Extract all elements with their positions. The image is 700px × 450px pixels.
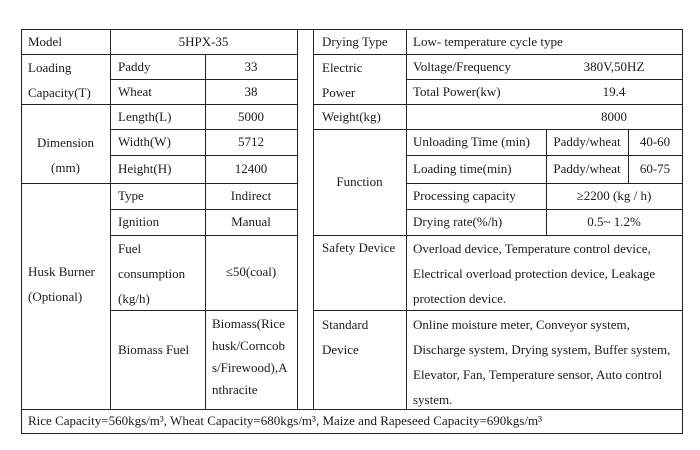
loading-time-label: Loading time(min) bbox=[413, 161, 512, 176]
height-value: 12400 bbox=[234, 161, 268, 176]
standard-device-label: Standard Device bbox=[322, 317, 369, 357]
fuel-consumption-label: Fuel consumption (kg/h) bbox=[118, 241, 186, 306]
electric-power-label: Electric Power bbox=[322, 60, 363, 100]
width-label: Width(W) bbox=[118, 134, 171, 149]
loading-grain: Paddy/wheat bbox=[553, 161, 621, 176]
function-label: Function bbox=[336, 174, 383, 189]
husk-burner-label: Husk Burner (Optional) bbox=[28, 264, 95, 304]
type-label: Type bbox=[118, 188, 144, 203]
voltage-value: 380V,50HZ bbox=[583, 59, 645, 74]
voltage-label: Voltage/Frequency bbox=[413, 59, 511, 74]
type-value: Indirect bbox=[230, 188, 272, 203]
drying-rate-label: Drying rate(%/h) bbox=[413, 214, 503, 229]
biomass-fuel-label: Biomass Fuel bbox=[118, 342, 190, 357]
processing-capacity-label: Processing capacity bbox=[413, 188, 516, 203]
loading-time-value: 60-75 bbox=[639, 161, 671, 176]
biomass-fuel-value: Biomass(Rice husk/Corncob s/Firewood),A nthracite bbox=[212, 316, 288, 397]
processing-capacity-value: ≥2200 (kg / h) bbox=[576, 188, 652, 203]
ignition-label: Ignition bbox=[118, 214, 160, 229]
drying-rate-value: 0.5~ 1.2% bbox=[587, 214, 641, 229]
weight-value: 8000 bbox=[601, 109, 627, 124]
footer-capacity-note: Rice Capacity=560kgs/m³, Wheat Capacity=680kgs/m³, Maize and Rapeseed Capacity=690kgs/m³ bbox=[28, 413, 542, 428]
weight-label: Weight(kg) bbox=[322, 109, 381, 124]
drying-type-label: Drying Type bbox=[322, 34, 388, 49]
standard-device-value: Online moisture meter, Conveyor system, Discharge system, Drying system, Buffer system, Elevator, Fan, Temperature sensor, Auto control system. bbox=[413, 317, 671, 407]
fuel-consumption-value: ≤50(coal) bbox=[225, 264, 277, 279]
model-label: Model bbox=[28, 34, 62, 49]
length-value: 5000 bbox=[238, 109, 264, 124]
width-value: 5712 bbox=[238, 134, 264, 149]
total-power-value: 19.4 bbox=[602, 84, 626, 99]
paddy-label: Paddy bbox=[118, 59, 151, 74]
loading-capacity-label: Loading Capacity(T) bbox=[28, 60, 91, 100]
unloading-time-value: 40-60 bbox=[639, 134, 671, 149]
total-power-label: Total Power(kw) bbox=[413, 84, 501, 99]
safety-device-label: Safety Device bbox=[322, 240, 396, 255]
ignition-value: Manual bbox=[231, 214, 271, 229]
unloading-time-label: Unloading Time (min) bbox=[413, 134, 531, 149]
safety-device-value: Overload device, Temperature control device, Electrical overload protection device, Leakage protection device. bbox=[413, 241, 656, 306]
dimension-label: Dimension (mm) bbox=[36, 135, 95, 175]
paddy-value: 33 bbox=[244, 59, 258, 74]
drying-type-value: Low- temperature cycle type bbox=[413, 34, 563, 49]
model-value: 5HPX-35 bbox=[178, 34, 229, 49]
wheat-label: Wheat bbox=[118, 84, 152, 99]
wheat-value: 38 bbox=[244, 84, 258, 99]
length-label: Length(L) bbox=[118, 109, 172, 124]
unloading-grain: Paddy/wheat bbox=[553, 134, 621, 149]
height-label: Height(H) bbox=[118, 161, 172, 176]
